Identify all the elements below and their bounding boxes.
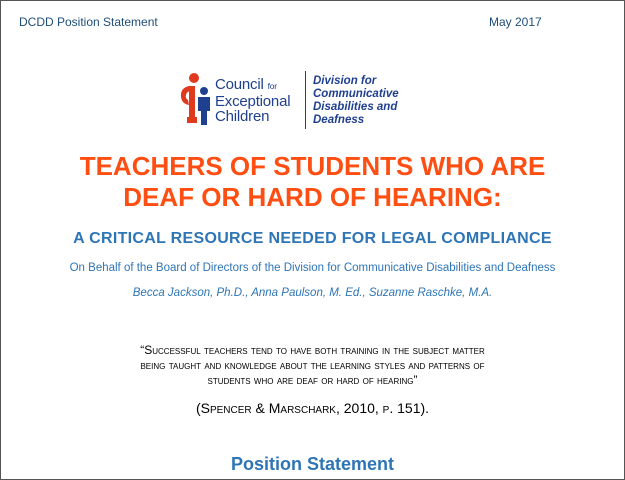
header-title: DCDD Position Statement — [19, 15, 158, 29]
logo-divider — [305, 71, 306, 129]
dcdd-line3: Disabilities and — [313, 101, 398, 113]
document-title — [1, 151, 624, 213]
title-line2: DEAF OR HARD OF HEARING: — [123, 182, 502, 212]
cec-line3: Children — [215, 108, 270, 125]
quote-line1: “Successful teachers tend to have both training in the subject matter — [140, 343, 485, 357]
document-subtitle: A CRITICAL RESOURCE NEEDED FOR LEGAL COMPLIANCE — [73, 230, 552, 247]
dcdd-line4: Deafness — [313, 114, 365, 126]
cec-for: for — [267, 81, 277, 91]
quote-citation: (Spencer & Marschark, 2010, p. 151). — [195, 400, 430, 416]
authors-line: Becca Jackson, Ph.D., Anna Paulson, M. Ed., Suzanne Raschke, M.A. — [132, 287, 493, 299]
section-heading: Position Statement — [230, 454, 395, 474]
dcdd-logo-text — [313, 75, 399, 127]
cec-dcdd-logo — [177, 69, 427, 131]
quote-line2: being taught and knowledge about the learning styles and patterns of — [140, 358, 485, 372]
dcdd-line2: Communicative — [313, 88, 399, 100]
cec-line2: Exceptional — [215, 93, 291, 110]
title-line1: TEACHERS OF STUDENTS WHO ARE — [79, 151, 546, 181]
header-date: May 2017 — [489, 15, 542, 29]
on-behalf-line: On Behalf of the Board of Directors of the Division for Communicative Disabilities and Deafness — [69, 262, 556, 274]
cec-line1: Council — [215, 76, 264, 93]
cec-logo-text — [215, 77, 290, 124]
epigraph-quote — [21, 343, 604, 388]
cec-logo-icon — [177, 69, 213, 131]
dcdd-line1: Division for — [313, 75, 377, 87]
quote-line3: students who are deaf or hard of hearing” — [207, 373, 418, 387]
